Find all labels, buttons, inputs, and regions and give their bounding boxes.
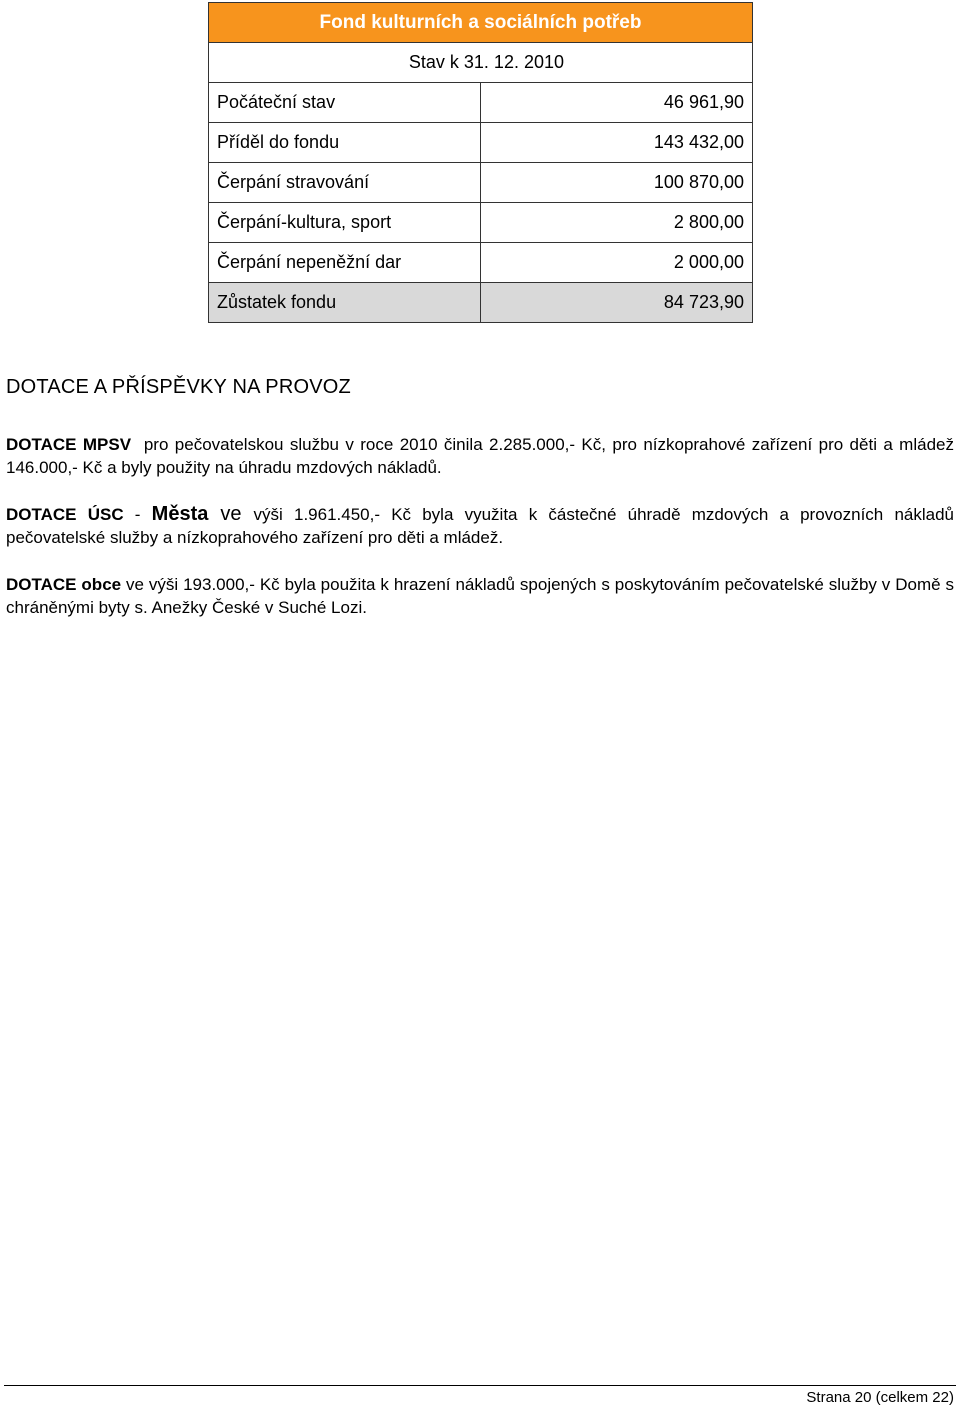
row-label: Počáteční stav [209,83,481,123]
paragraph-ve: ve [208,503,254,525]
paragraph-text: ve výši 193.000,- Kč byla použita k hrazení nákladů spojených s poskytováním pečovatelské služby v Domě s chráněnými byty s. Anežky České v Suché Lozi. [6,575,954,617]
paragraph-lead: DOTACE MPSV [6,435,132,454]
table-row-total [209,283,753,323]
table-row [209,203,753,243]
row-value: 2 000,00 [481,243,753,283]
paragraph-dash: - [123,505,152,524]
fund-table [208,2,753,323]
row-value: 46 961,90 [481,83,753,123]
fund-table-title: Fond kulturních a sociálních potřeb [209,3,753,43]
section-heading: DOTACE A PŘÍSPĚVKY NA PROVOZ [6,376,351,398]
row-label: Zůstatek fondu [209,283,481,323]
table-row [209,163,753,203]
row-label: Čerpání stravování [209,163,481,203]
row-value: 2 800,00 [481,203,753,243]
page-number: Strana 20 (celkem 22) [806,1389,954,1406]
paragraph-text: pro pečovatelskou službu v roce 2010 činila 2.285.000,- Kč, pro nízkoprahové zařízení pro děti a mládež 146.000,- Kč a byly použity na úhradu mzdových nákladů. [6,435,954,477]
paragraph-usc [6,503,954,549]
table-row [209,83,753,123]
paragraph-mesta: Města [151,503,209,525]
paragraph-lead: DOTACE obce [6,575,122,594]
row-label: Příděl do fondu [209,123,481,163]
row-label: Čerpání nepeněžní dar [209,243,481,283]
row-value: 84 723,90 [481,283,753,323]
fund-table-date-row [209,43,753,83]
paragraph-obce [6,573,954,619]
row-label: Čerpání-kultura, sport [209,203,481,243]
fund-table-title-row [209,3,753,43]
paragraph-text: výši 1.961.450,- Kč byla využita k částečné úhradě mzdových a provozních nákladů pečovatelské služby a nízkoprahového zařízení pro děti a mládež. [6,505,954,547]
fund-table-date: Stav k 31. 12. 2010 [209,43,753,83]
footer-divider [4,1385,956,1386]
paragraph-mpsv [6,433,954,479]
table-row [209,243,753,283]
row-value: 100 870,00 [481,163,753,203]
table-row [209,123,753,163]
paragraph-lead: DOTACE ÚSC [6,505,124,524]
row-value: 143 432,00 [481,123,753,163]
